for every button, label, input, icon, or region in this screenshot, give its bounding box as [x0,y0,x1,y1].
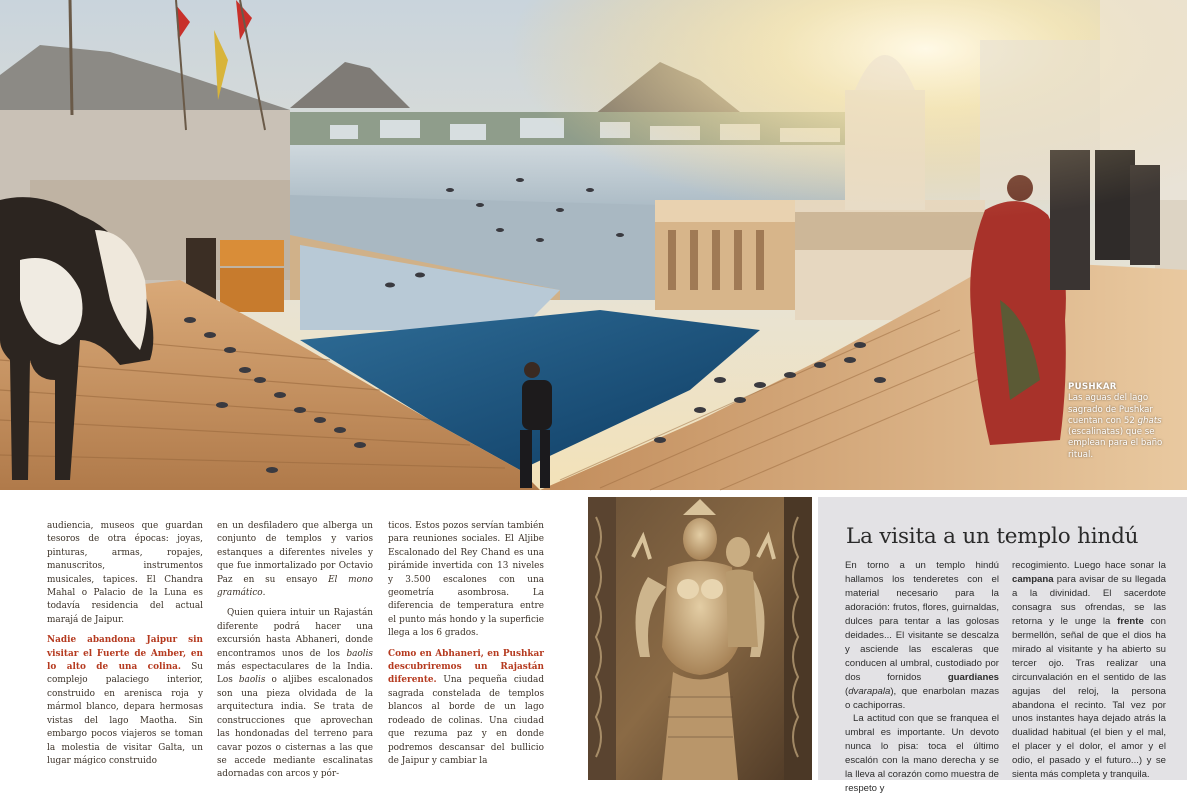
paragraph-text: ( [845,685,849,697]
paragraph-text: en un desfiladero que alberga un conjunto de templos y varios estanques a diferentes niveles y que fue inmortalizado por Octavio Paz en su ensayo [217,521,373,585]
paragraph-text: ), que enarbolan mazas o cachiporras. [845,685,999,711]
paragraph [845,559,999,712]
italic-term: baolis [346,648,373,659]
paragraph-text: En torno a un templo hindú hallamos los tenderetes con el material necesario para la adoración: frutos, flores, guirnaldas, dulces para tentar a las golosas deidades... El visitante se descalza y asciende las escaleras que conducen al umbral, custodiado por dos fornidos [845,560,999,683]
sidebar-box [818,497,1187,795]
paragraph [1012,559,1166,782]
paragraph-text: Quien quiera intuir un Rajastán diferente podrá hacer una excursión hasta Abhaneri, donde encontramos unos de los [217,608,373,659]
italic-term: dvarapala [848,685,891,697]
sidebar-column-2 [1012,559,1166,782]
paragraph [47,634,203,768]
bold-term: frente [1117,615,1144,627]
bold-term: guardianes [947,671,999,683]
carved-deity-relief [588,497,812,780]
paragraph-text: más espectaculares de la India. Los [217,662,373,686]
paragraph [217,520,373,600]
caption-text-end: (escalinatas) que se emplean para el baño ritual. [1068,427,1163,460]
article-column-3 [388,520,544,768]
paragraph-text: Una pequeña ciudad sagrada constelada de templos blancos al borde de un lago rodeado de colinas. Una ciudad que rezuma paz y en donde podremos descansar del bullicio de Jaipur y cambiar la [388,675,544,766]
paragraph-text: con bermellón, señal de que el dios ha mirado al visitante y ha abierto su tercer ojo. Tras realizar una circunvalación en el sentido de las agujas del reloj, la persona abandona el recinto. Tal vez por unos instantes haya dejado atrás la dualidad habitual (el bien y el mal, el placer y el dolor, el amor y el odio, el pasado y el futuro...) y se sienta más completa y tranquila. [1012,615,1166,781]
paragraph-text: o aljibes escalonados son una pieza olvidada de la arquitectura india. Se trata de construcciones que aprovechan las hondonadas del terreno para cavar pozos o cisternas a las que se accede mediante escalinatas adornadas con arcos y pór- [217,675,373,780]
caption-text-italic: ghats [1137,415,1162,426]
paragraph-text: . [262,588,266,599]
paragraph [388,648,544,769]
highlight-text: Como en Abhaneri, en Pushkar descubriremos un Rajastán diferente. [388,648,544,686]
paragraph: ticos. Estos pozos servían también para reuniones sociales. El Aljibe Escalonado del Rey Chand es una pirámide invertida con 13 niveles y 3.500 escalones con una geometría asombrosa. La diferencia de temperatura entre el punto más hondo y la superficie llega a los 6 grados. [388,521,544,639]
paragraph-text: para avisar de su llegada a la divinidad. El sacerdote consagra sus ofrendas, se las retorna y le unge la [1012,573,1166,627]
highlight-text: Nadie abandona Jaipur sin visitar el Fuerte de Amber, en lo alto de una colina. [47,635,203,673]
paragraph-text: recogimiento. Luego hace sonar la [1012,560,1166,571]
paragraph [217,607,373,781]
article-column-2 [217,520,373,782]
article-column-1 [47,520,203,768]
sculpture-photo [588,497,812,780]
photo-caption [1068,382,1180,461]
paragraph: La actitud con que se franquea el umbral es importante. Un devoto nunca lo pisa: toca el último escalón con la mano derecha y se la lleva al corazón como muestra de respeto y [845,713,999,795]
bold-term: campana [1012,573,1054,585]
italic-term: baolis [238,675,266,686]
book-title: El mono gramático [217,574,373,599]
paragraph-text: Su complejo palaciego interior, construido en arenisca roja y mármol blanco, depara hermosas vistas del lago Maotha. Sin embargo pocos viajeros se toman la molestia de visitar Galta, un lugar mágico construido [47,662,203,766]
caption-text: Las aguas del lago sagrado de Pushkar cuentan con 52 [1068,393,1153,426]
sidebar-column-1 [845,559,999,796]
paragraph: audiencia, museos que guardan tesoros de otra épocas: joyas, pinturas, armas, ropajes, manuscritos, instrumentos musicales, tapices. El Chandra Mahal o Palacio de la Luna es todavía residencia del actual marajá de Jaipur. [47,521,203,625]
caption-title: PUSHKAR [1068,382,1117,392]
sidebar-title: La visita a un templo hindú [846,524,1139,549]
